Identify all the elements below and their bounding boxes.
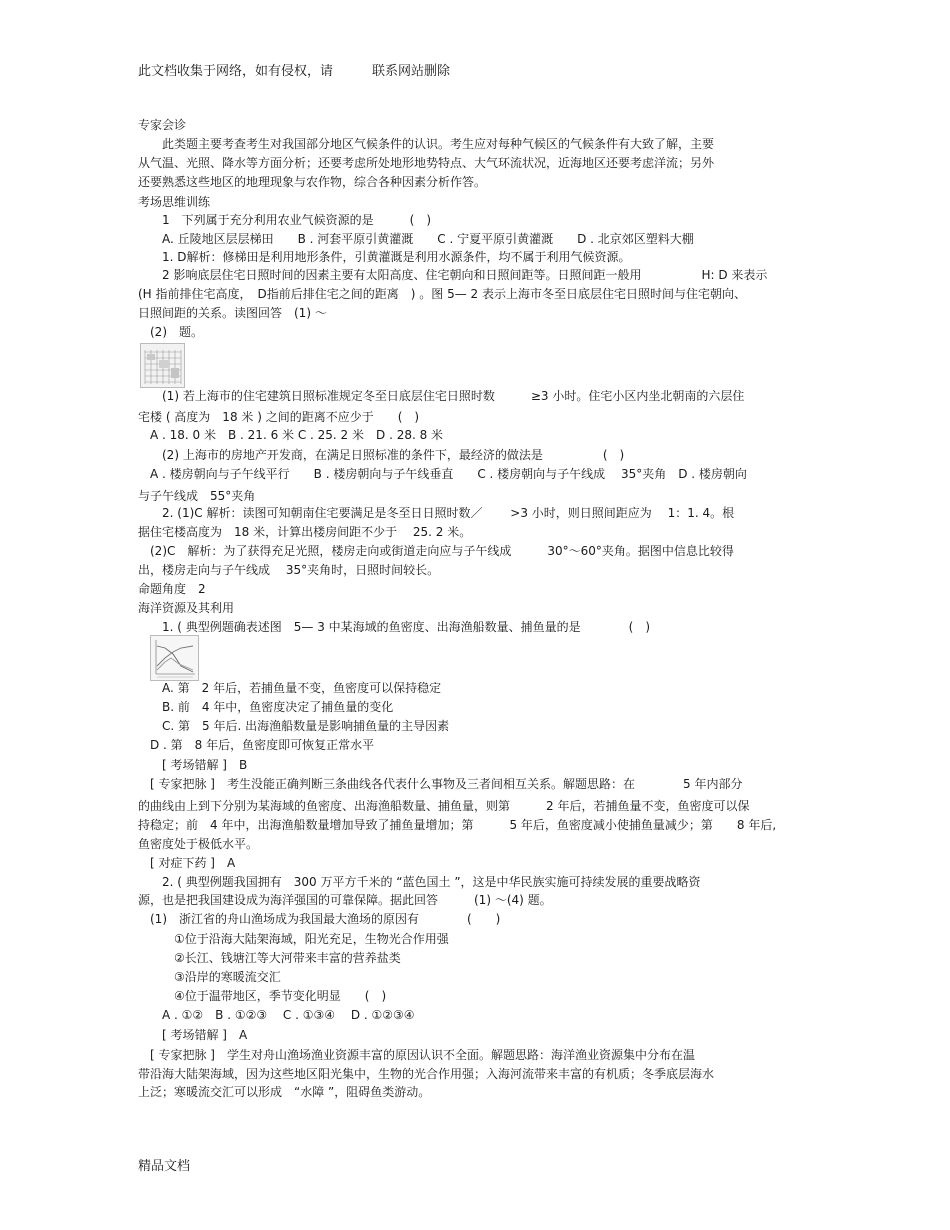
text-line: 2. (1)C 解析：读图可知朝南住宅要满足是冬至日日照时数／ >3 小时，则日照间距应为 1：1. 4。根 bbox=[138, 506, 735, 520]
text-line: 命题角度 2 bbox=[138, 582, 206, 596]
text-line: 海洋资源及其利用 bbox=[138, 601, 235, 615]
text-line: [ 专家把脉 ] 考生没能正确判断三条曲线各代表什么事物及三者间相互关系。解题思路：在 5 年内部分 bbox=[138, 777, 743, 791]
text-line: [ 考场错解 ] B bbox=[138, 758, 248, 772]
text-line: (2) 题。 bbox=[138, 325, 203, 339]
line-chart-icon bbox=[151, 636, 198, 680]
text-line: ③沿岸的寒暖流交汇 bbox=[138, 970, 281, 984]
text-line: 据住宅楼高度为 18 米，计算出楼房间距不少于 25. 2 米。 bbox=[138, 525, 472, 539]
text-line: 带沿海大陆架海域，因为这些地区阳光集中，生物的光合作用强；入海河流带来丰富的有机质；冬季底层海水 bbox=[138, 1067, 715, 1081]
text-line: A. 第 2 年后，若捕鱼量不变，鱼密度可以保持稳定 bbox=[138, 681, 442, 695]
grid-chart-icon bbox=[141, 344, 184, 387]
text-line: B. 前 4 年中，鱼密度决定了捕鱼量的变化 bbox=[138, 700, 394, 714]
text-line: 上泛；寒暖流交汇可以形成 “水障 ”，阻碍鱼类游动。 bbox=[138, 1085, 431, 1099]
text-line: 此类题主要考查考生对我国部分地区气候条件的认识。考生应对每种气候区的气候条件有大致了解，主要 bbox=[138, 137, 715, 151]
text-line: A . ①② B . ①②③ C . ①③④ D . ①②③④ bbox=[138, 1008, 415, 1022]
text-line: (2)C 解析：为了获得充足光照，楼房走向或街道走向应与子午线成 30°～60°夹角。据图中信息比较得 bbox=[138, 544, 734, 558]
text-line: (1) 浙江省的舟山渔场成为我国最大渔场的原因有 ( ) bbox=[138, 912, 501, 926]
text-line: (H 指前排住宅高度， D指前后排住宅之间的距离 ) 。图 5— 2 表示上海市冬至日底层住宅日照时间与住宅朝向、 bbox=[138, 287, 746, 301]
text-line: [ 对症下药 ] A bbox=[138, 856, 236, 870]
text-line: 与子午线成 55°夹角 bbox=[138, 489, 256, 503]
text-line: 1 下列属于充分利用农业气候资源的是 ( ) bbox=[138, 213, 432, 227]
text-line: 2. ( 典型例题我国拥有 300 万平方千米的 “蓝色国土 ”，这是中华民族实施可持续发展的重要战略资 bbox=[138, 875, 701, 889]
text-line: 鱼密度处于极低水平。 bbox=[138, 837, 259, 851]
text-line: ④位于温带地区，季节变化明显 ( ) bbox=[138, 989, 387, 1003]
text-line: 出，楼房走向与子午线成 35°夹角时，日照时间较长。 bbox=[138, 563, 440, 577]
text-line: ②长江、钱塘江等大河带来丰富的营养盐类 bbox=[138, 951, 401, 965]
page-footer: 精品文档 bbox=[138, 1159, 191, 1174]
text-line: (2) 上海市的房地产开发商，在满足日照标准的条件下，最经济的做法是 ( ) bbox=[138, 448, 625, 462]
text-line: 1. ( 典型例题确表述图 5— 3 中某海域的鱼密度、出海渔船数量、捕鱼量的是 ( ) bbox=[138, 620, 651, 634]
text-line: A. 丘陵地区层层梯田 B . 河套平原引黄灌溉 C . 宁夏平原引黄灌溉 D . 北京郊区塑料大棚 bbox=[138, 232, 694, 246]
text-line: [ 考场错解 ] A bbox=[138, 1028, 248, 1042]
text-line: 2 影响底层住宅日照时间的因素主要有太阳高度、住宅朝向和日照间距等。日照间距一般用 H: D 来表示 bbox=[138, 268, 768, 282]
text-line: 源，也是把我国建设成为海洋强国的可靠保障。据此回答 (1) ～(4) 题。 bbox=[138, 893, 552, 907]
text-line: 专家会诊 bbox=[138, 118, 187, 132]
text-line: 日照间距的关系。读图回答 (1) ～ bbox=[138, 306, 327, 320]
text-line: 的曲线由上到下分别为某海域的鱼密度、出海渔船数量、捕鱼量，则第 2 年后，若捕鱼量不变，鱼密度可以保 bbox=[138, 799, 750, 813]
figure-5-2-thumbnail bbox=[140, 343, 185, 388]
page-header: 此文档收集于网络，如有侵权，请 联系网站删除 bbox=[138, 64, 451, 79]
text-line: C. 第 5 年后. 出海渔船数量是影响捕鱼量的主导因素 bbox=[138, 719, 450, 733]
text-line: 1. D解析：修梯田是利用地形条件，引黄灌溉是利用水源条件，均不属于利用气候资源。 bbox=[138, 250, 631, 264]
text-line: 宅楼 ( 高度为 18 米 ) 之间的距离不应少于 ( ) bbox=[138, 410, 420, 424]
text-line: 从气温、光照、降水等方面分析；还要考虑所处地形地势特点、大气环流状况，近海地区还要考虑洋流；另外 bbox=[138, 156, 715, 170]
text-line: ①位于沿海大陆架海域，阳光充足，生物光合作用强 bbox=[138, 932, 449, 946]
text-line: A . 18. 0 米 B . 21. 6 米 C . 25. 2 米 D . 28. 8 米 bbox=[138, 428, 444, 442]
figure-5-3-thumbnail bbox=[150, 635, 199, 681]
text-line: A . 楼房朝向与子午线平行 B . 楼房朝向与子午线垂直 C . 楼房朝向与子午线成 35°夹角 D . 楼房朝向 bbox=[138, 467, 747, 481]
text-line: 考场思维训练 bbox=[138, 195, 211, 209]
text-line: D . 第 8 年后，鱼密度即可恢复正常水平 bbox=[138, 738, 375, 752]
text-line: 持稳定；前 4 年中，出海渔船数量增加导致了捕鱼量增加；第 5 年后，鱼密度减小使捕鱼量减少；第 8 年后, bbox=[138, 818, 777, 832]
text-line: 还要熟悉这些地区的地理现象与农作物，综合各种因素分析作答。 bbox=[138, 175, 487, 189]
text-line: (1) 若上海市的住宅建筑日照标准规定冬至日底层住宅日照时数 ≥3 小时。住宅小区内坐北朝南的六层住 bbox=[138, 389, 745, 403]
text-line: [ 专家把脉 ] 学生对舟山渔场渔业资源丰富的原因认识不全面。解题思路：海洋渔业资源集中分布在温 bbox=[138, 1048, 695, 1062]
